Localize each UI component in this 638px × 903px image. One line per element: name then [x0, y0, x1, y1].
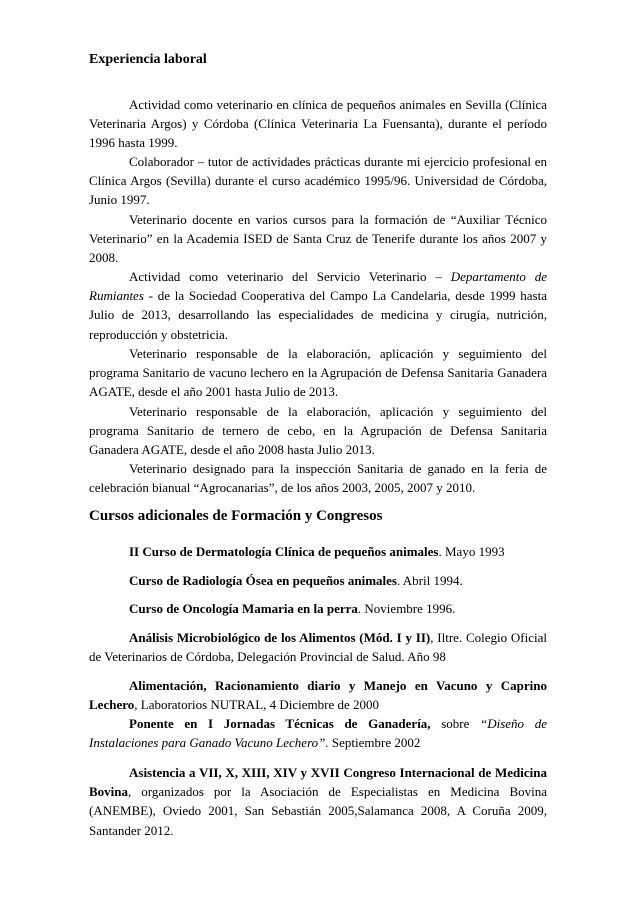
course-title: Ponente en I Jornadas Técnicas de Ganadería,: [129, 716, 431, 731]
experience-heading: Experiencia laboral: [89, 52, 207, 67]
courses-heading: Cursos adicionales de Formación y Congresos: [89, 508, 383, 524]
course-detail: , Iltre. Colegio Oficial de Veterinarios de Córdoba, Delegación Provincial de Salud. Año 98: [89, 630, 547, 665]
course-title: Alimentación, Racionamiento diario y Manejo en Vacuno y Caprino Lechero: [89, 678, 547, 713]
experience-paragraph: Veterinario docente en varios cursos para la formación de “Auxiliar Técnico Veterinario” en la Academia ISED de Santa Cruz de Tenerife durante los años 2007 y 2008.: [89, 212, 547, 266]
course-detail: . Mayo 1993: [438, 544, 505, 559]
course-detail: sobre: [430, 716, 480, 731]
experience-text: - de la Sociedad Cooperativa del Campo La Candelaria, desde 1999 hasta Julio de 2013, desarrollando las especialidades de medicina y cirugía, nutrición, reproducción y obstetricia.: [89, 288, 547, 342]
experience-paragraph: Colaborador – tutor de actividades prácticas durante mi ejercicio profesional en Clínica Argos (Sevilla) durante el curso académico 1995/96. Universidad de Córdoba, Junio 1997.: [89, 154, 547, 208]
experience-paragraph: Veterinario designado para la inspección Sanitaria de ganado en la feria de celebración bianual “Agrocanarias”, de los años 2003, 2005, 2007 y 2010.: [89, 461, 547, 496]
experience-paragraph: Veterinario responsable de la elaboración, aplicación y seguimiento del programa Sanitario de ternero de cebo, en la Agrupación de Defensa Sanitaria Ganadera AGATE, desde el año 2008 hasta Julio 2013.: [89, 404, 547, 458]
course-item: [89, 542, 547, 561]
experience-paragraph: Actividad como veterinario en clínica de pequeños animales en Sevilla (Clínica Veterinaria Argos) y Córdoba (Clínica Veterinaria La Fuensanta), durante el período 1996 hasta 1999.: [89, 97, 547, 151]
course-item: [89, 714, 547, 752]
course-detail: , organizados por la Asociación de Especialistas en Medicina Bovina (ANEMBE), Oviedo 2001, San Sebastián 2005,Salamanca 2008, A Coruña 2009, Santander 2012.: [89, 784, 547, 838]
course-detail: . Abril 1994.: [396, 573, 463, 588]
course-detail: , Laboratorios NUTRAL, 4 Diciembre de 2000: [134, 697, 380, 713]
course-detail: Septiembre 2002: [328, 735, 421, 751]
experience-paragraph: [89, 267, 547, 344]
course-title: Asistencia a VII, X, XIII, XIV y XVII Congreso Internacional de Medicina Bovina: [89, 765, 547, 800]
course-title: Curso de Oncología Mamaria en la perra: [129, 601, 358, 616]
course-item: [89, 571, 547, 590]
course-title: II Curso de Dermatología Clínica de pequeños animales: [129, 544, 439, 559]
experience-paragraph: Veterinario responsable de la elaboración, aplicación y seguimiento del programa Sanitario de vacuno lechero en la Agrupación de Defensa Sanitaria Ganadera AGATE, desde el año 2001 hasta Julio de 2013.: [89, 346, 547, 400]
experience-italic: Departamento de Rumiantes: [89, 269, 548, 304]
course-title: Análisis Microbiológico de los Alimentos (Mód. I y II): [129, 630, 431, 645]
course-item: [89, 628, 547, 666]
course-italic-title: “Diseño de Instalaciones para Ganado Vacuno Lechero”.: [89, 716, 547, 751]
course-title: Curso de Radiología Ósea en pequeños animales: [129, 573, 397, 588]
course-item: [89, 599, 547, 618]
course-item: [89, 763, 547, 840]
experience-text: Actividad como veterinario del Servicio Veterinario –: [129, 269, 451, 284]
course-item: [89, 676, 547, 714]
course-detail: . Noviembre 1996.: [357, 601, 456, 616]
